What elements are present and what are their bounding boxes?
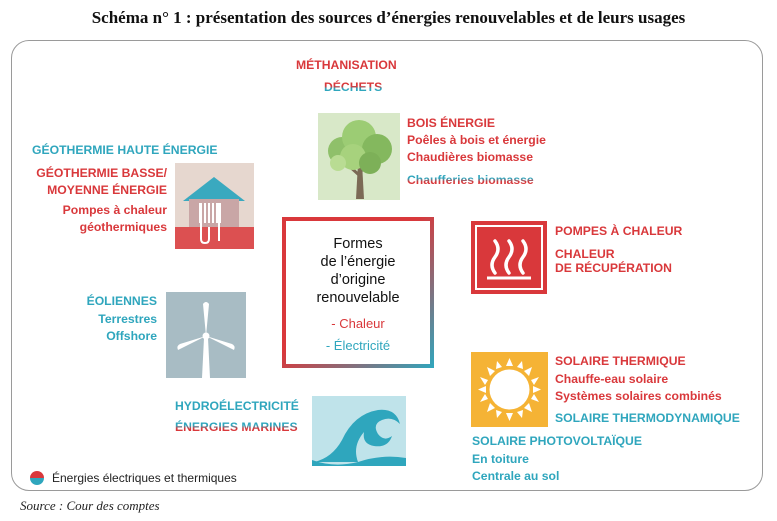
- eoliennes-heading: ÉOLIENNES: [86, 294, 157, 308]
- energies-marines-label: ÉNERGIES MARINES: [175, 420, 298, 434]
- geothermie-basse-line-4: géothermiques: [79, 220, 167, 234]
- center-box: [282, 217, 434, 368]
- wave-icon: [312, 396, 406, 466]
- source-note: Source : Cour des comptes: [20, 498, 160, 513]
- geothermie-basse-line-3: Pompes à chaleur: [62, 203, 167, 217]
- chaleur-recuperation-line-1: CHALEUR: [555, 247, 615, 261]
- wind-turbine-icon: [166, 292, 246, 378]
- solaire-thermodynamique-label: SOLAIRE THERMODYNAMIQUE: [555, 411, 740, 425]
- center-line-3: d’origine: [330, 272, 386, 288]
- solaire-thermique-line-2: Systèmes solaires combinés: [555, 389, 722, 403]
- bois-line-3: Chaufferies biomasse: [407, 173, 534, 187]
- methanisation-label: MÉTHANISATION: [296, 58, 397, 72]
- solaire-pv-line-1: En toiture: [472, 452, 529, 466]
- eoliennes-line-2: Offshore: [106, 329, 157, 343]
- center-electricite: - Électricité: [325, 338, 391, 353]
- legend-marker: [30, 471, 44, 485]
- geothermie-haute-label: GÉOTHERMIE HAUTE ÉNERGIE: [32, 143, 218, 157]
- tree-icon: [318, 113, 400, 200]
- bois-energie-heading: BOIS ÉNERGIE: [407, 116, 496, 130]
- solaire-thermique-line-1: Chauffe-eau solaire: [555, 372, 669, 386]
- geothermie-basse-line-2: MOYENNE ÉNERGIE: [47, 183, 167, 197]
- center-line-2: de l’énergie: [320, 254, 396, 270]
- solaire-pv-line-2: Centrale au sol: [472, 469, 560, 483]
- bois-line-2: Chaudières biomasse: [407, 150, 533, 164]
- heat-icon: [471, 221, 547, 294]
- center-line-4: renouvelable: [316, 290, 400, 306]
- solaire-pv-heading: SOLAIRE PHOTOVOLTAÏQUE: [472, 434, 642, 448]
- eoliennes-line-1: Terrestres: [98, 312, 157, 326]
- diagram-title: Schéma n° 1 : présentation des sources d’énergies renouvelables et de leurs usages: [91, 8, 686, 27]
- geothermal-house-icon: [175, 163, 254, 249]
- pompes-chaleur-heading: POMPES À CHALEUR: [555, 224, 683, 238]
- center-chaleur: - Chaleur: [331, 316, 385, 331]
- sun-icon: [471, 352, 548, 427]
- bois-line-1: Poêles à bois et énergie: [407, 133, 546, 147]
- chaleur-recuperation-line-2: DE RÉCUPÉRATION: [555, 261, 672, 275]
- solaire-thermique-heading: SOLAIRE THERMIQUE: [555, 354, 686, 368]
- legend-label: Énergies électriques et thermiques: [52, 471, 237, 485]
- hydroelectricite-label: HYDROÉLECTRICITÉ: [175, 399, 299, 413]
- dechets-label: DÉCHETS: [324, 80, 383, 94]
- geothermie-basse-line-1: GÉOTHERMIE BASSE/: [36, 166, 167, 180]
- center-line-1: Formes: [333, 236, 383, 252]
